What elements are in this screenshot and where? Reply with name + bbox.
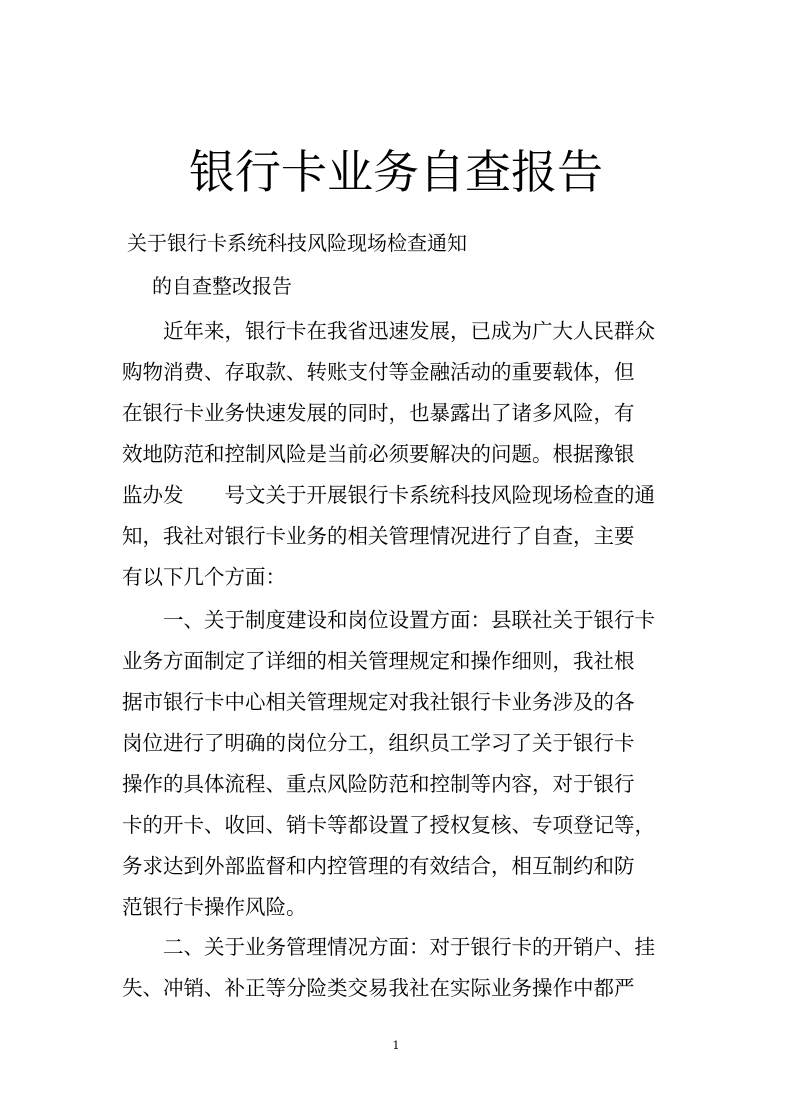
text-line: 有以下几个方面： <box>122 565 286 589</box>
text-line: 二、关于业务管理情况方面：对于银行卡的开销户、挂 <box>122 935 655 959</box>
text-line: 卡的开卡、收回、销卡等都设置了授权复核、专项登记等， <box>122 813 655 837</box>
text-line: 近年来，银行卡在我省迅速发展，已成为广大人民群众 <box>122 319 655 343</box>
text-line: 在银行卡业务快速发展的同时，也暴露出了诸多风险，有 <box>122 401 635 425</box>
text-line: 据市银行卡中心相关管理规定对我社银行卡业务涉及的各 <box>122 690 635 714</box>
document-title: 银行卡业务自查报告 <box>189 145 603 199</box>
subtitle-line-1: 关于银行卡系统科技风险现场检查通知 <box>127 231 467 255</box>
text-line: 业务方面制定了详细的相关管理规定和操作细则，我社根 <box>122 649 635 673</box>
paragraph-system-construction <box>122 600 682 928</box>
text-line: 范银行卡操作风险。 <box>122 895 307 919</box>
text-line: 效地防范和控制风险是当前必须要解决的问题。根据豫银 <box>122 442 635 466</box>
paragraph-business-management <box>122 927 682 1009</box>
paragraph-intro <box>122 311 682 598</box>
text-line: 操作的具体流程、重点风险防范和控制等内容，对于银行 <box>122 772 635 796</box>
text-line: 知，我社对银行卡业务的相关管理情况进行了自查，主要 <box>122 524 635 548</box>
text-line: 一、关于制度建设和岗位设置方面：县联社关于银行卡 <box>122 608 655 632</box>
subtitle-line-2: 的自查整改报告 <box>152 274 292 298</box>
page-number: 1 <box>392 1039 400 1052</box>
text-line: 失、冲销、补正等分险类交易我社在实际业务操作中都严 <box>122 976 635 1000</box>
text-line: 岗位进行了明确的岗位分工，组织员工学习了关于银行卡 <box>122 731 635 755</box>
text-line: 务求达到外部监督和内控管理的有效结合，相互制约和防 <box>122 854 635 878</box>
text-line: 监办发 号文关于开展银行卡系统科技风险现场检查的通 <box>122 483 655 507</box>
text-line: 购物消费、存取款、转账支付等金融活动的重要载体，但 <box>122 360 635 384</box>
